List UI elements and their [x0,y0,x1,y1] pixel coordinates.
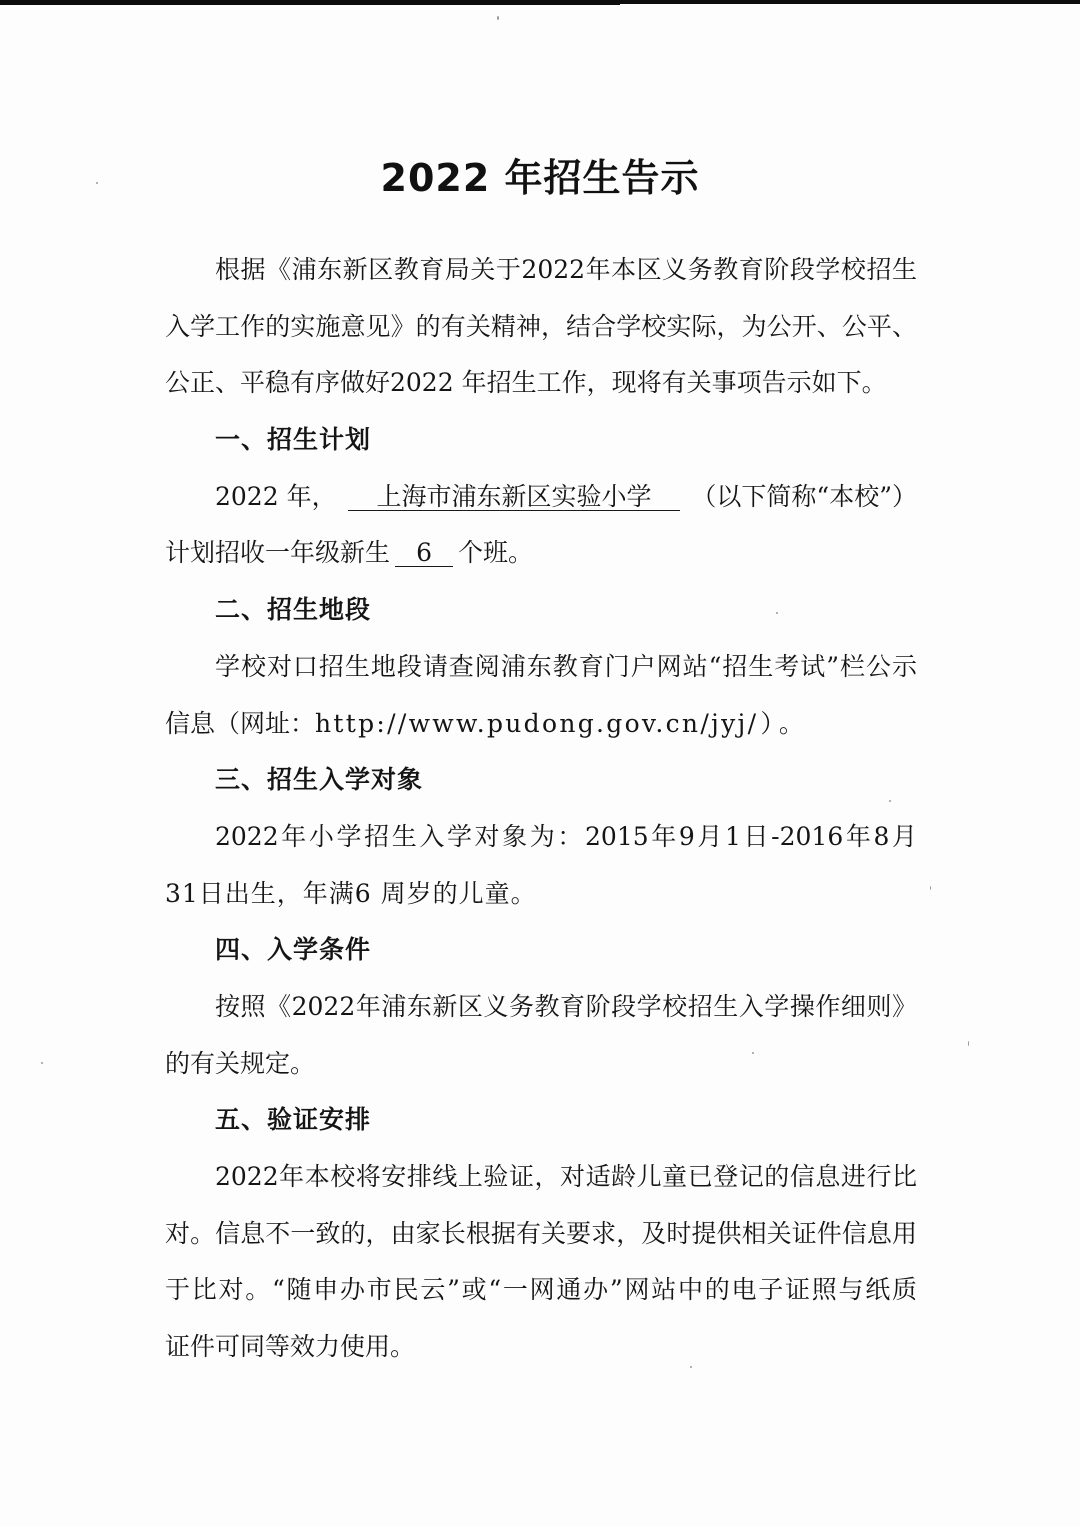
intro-line: 入学工作的实施意见》的有关精神，结合学校实际，为公开、公平、 [165,311,917,341]
section-heading: 五、验证安排 [215,1105,372,1135]
verification-line: 于比对。“随申办市民云”或“一网通办”网站中的电子证照与纸质 [165,1275,917,1305]
document-body [165,242,917,1376]
plan-school-line [165,469,917,526]
intro-line: 公正、平稳有序做好2022 年招生工作，现将有关事项告示如下。 [165,368,887,398]
section-verification [165,1092,917,1375]
target-line: 31日出生，年满6 周岁的儿童。 [165,878,537,908]
plan-class-line [165,525,917,582]
zone-url: http://www.pudong.gov.cn/jyj/ [315,708,759,738]
zone-line: 学校对口招生地段请查阅浦东教育门户网站“招生考试”栏公示 [215,651,917,681]
section-enrollment-target [165,752,917,922]
section-heading: 三、招生入学对象 [215,765,424,795]
conditions-line: 的有关规定。 [165,1048,316,1078]
intro-paragraph [165,242,917,412]
target-line: 2022年小学招生入学对象为：2015年9月1日-2016年8月 [215,821,917,851]
section-heading: 一、招生计划 [215,425,372,455]
section-admission-conditions [165,922,917,1092]
school-name-blank: 上海市浦东新区实验小学 [348,484,680,511]
scan-speck [497,16,499,20]
verification-line: 2022年本校将安排线上验证，对适龄儿童已登记的信息进行比 [215,1162,917,1191]
class-count-prefix: 计划招收一年级新生 [165,538,391,568]
school-abbreviation-note: （以下简称“本校”） [691,481,917,511]
scan-speck [968,1041,969,1046]
zone-info-suffix: ）。 [760,708,810,738]
section-heading: 四、入学条件 [215,935,372,965]
class-count-suffix: 个班。 [458,538,534,568]
scan-speck [930,886,931,890]
scan-speck [41,1062,43,1064]
plan-year-prefix: 2022 年， [215,481,337,511]
zone-info-prefix: 信息（网址： [165,708,316,738]
intro-line: 根据《浦东新区教育局关于2022年本区义务教育阶段学校招生 [215,255,917,284]
section-enrollment-zone [165,582,917,752]
class-count-blank: 6 [395,540,453,567]
verification-line: 证件可同等效力使用。 [165,1332,416,1362]
zone-url-line [165,696,917,753]
conditions-line: 按照《2022年浦东新区义务教育阶段学校招生入学操作细则》 [215,991,917,1021]
document-title: 2022 年招生告示 [380,156,700,200]
scan-top-edge-shadow [0,0,620,5]
section-enrollment-plan [165,412,917,582]
verification-line: 对。信息不一致的，由家长根据有关要求，及时提供相关证件信息用 [165,1218,917,1248]
section-heading: 二、招生地段 [215,595,372,625]
